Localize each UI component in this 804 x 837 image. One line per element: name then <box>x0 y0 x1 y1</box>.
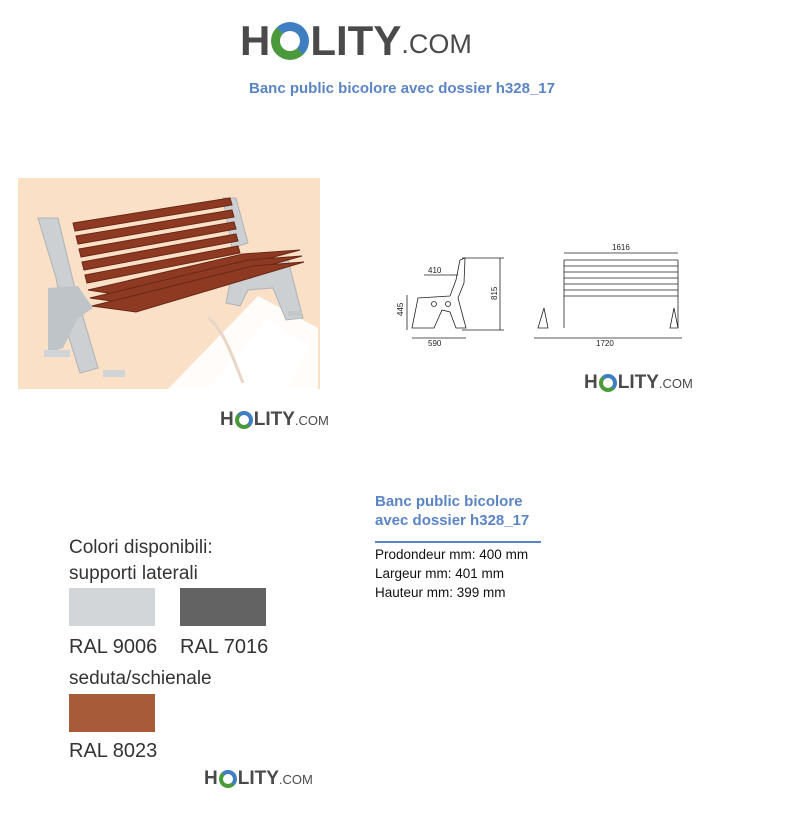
logo-suffix: .COM <box>294 413 329 428</box>
spec-depth: Prodondeur mm: 400 mm <box>375 547 529 562</box>
dim-width-base: 1720 <box>596 339 614 348</box>
logo-o-icon <box>235 411 253 429</box>
dim-depth-base: 590 <box>428 339 442 348</box>
page-title: Banc public bicolore avec dossier h328_17 <box>249 80 555 97</box>
logo-letter-h: H <box>220 408 234 430</box>
label-ral-9006: RAL 9006 <box>69 636 158 658</box>
logo-o-icon <box>271 22 309 60</box>
logo-suffix: .COM <box>278 772 313 787</box>
spec-width: Largeur mm: 401 mm <box>375 566 505 581</box>
colors-sub-seat: seduta/schienale <box>69 668 212 689</box>
brand-logo-drawing <box>584 370 693 395</box>
logo-letter-h: H <box>584 371 598 393</box>
dim-width-top: 1616 <box>612 243 630 252</box>
brand-logo-colors <box>204 766 313 791</box>
logo-suffix: .COM <box>658 376 693 391</box>
logo-letters-lity: LITY <box>617 371 659 393</box>
logo-letters-lity: LITY <box>310 17 402 64</box>
dim-total-height: 815 <box>490 286 499 300</box>
swatch-ral-8023 <box>69 694 155 732</box>
logo-letters-lity: LITY <box>237 767 279 789</box>
spec-divider <box>375 541 541 543</box>
spec-title <box>375 492 575 530</box>
product-photo <box>18 178 320 389</box>
spec-height: Hauteur mm: 399 mm <box>375 585 506 600</box>
colors-heading: Colori disponibili: <box>69 537 213 558</box>
dim-seat-height: 445 <box>396 302 405 316</box>
label-ral-7016: RAL 7016 <box>180 636 269 658</box>
swatch-ral-9006 <box>69 588 155 626</box>
colors-sub-supports: supporti laterali <box>69 563 198 584</box>
logo-o-icon <box>599 374 617 392</box>
logo-letter-h: H <box>240 17 271 64</box>
logo-letters-lity: LITY <box>253 408 295 430</box>
label-ral-8023: RAL 8023 <box>69 740 158 762</box>
logo-suffix: .COM <box>401 29 472 59</box>
brand-logo-photo <box>220 407 329 432</box>
front-view <box>534 243 682 348</box>
technical-drawing <box>398 238 688 348</box>
logo-letter-h: H <box>204 767 218 789</box>
spec-title-line2: avec dossier h328_17 <box>375 512 530 529</box>
brand-logo[interactable] <box>240 18 472 64</box>
logo-o-icon <box>219 770 237 788</box>
swatch-ral-7016 <box>180 588 266 626</box>
bench-render <box>18 178 320 389</box>
dim-depth-top: 410 <box>428 266 442 275</box>
spec-title-line1: Banc public bicolore <box>375 493 523 510</box>
